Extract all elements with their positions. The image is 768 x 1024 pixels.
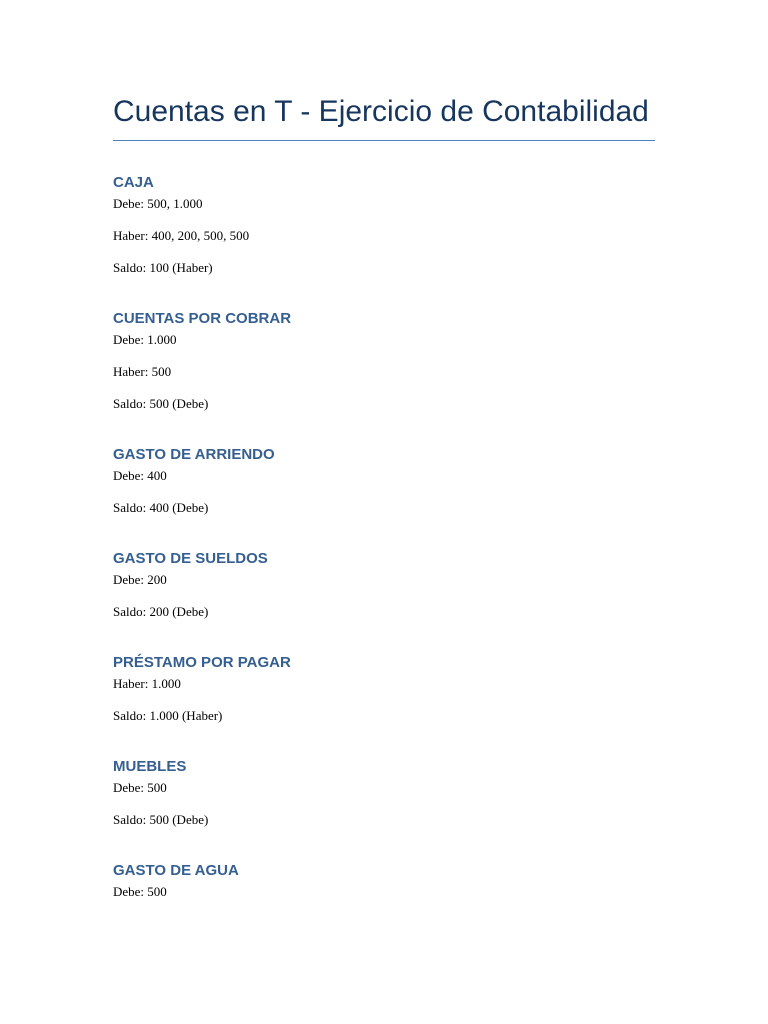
- account-entry: Haber: 500: [113, 364, 172, 379]
- account-entry: Saldo: 400 (Debe): [113, 500, 209, 515]
- account-section: [113, 444, 655, 517]
- account-entry: Debe: 1.000: [113, 332, 177, 347]
- account-section: [113, 548, 655, 621]
- account-heading: GASTO DE ARRIENDO: [113, 446, 275, 463]
- account-section: [113, 756, 655, 829]
- account-heading: GASTO DE SUELDOS: [113, 550, 268, 567]
- account-heading: CUENTAS POR COBRAR: [113, 310, 292, 327]
- document-title: Cuentas en T - Ejercicio de Contabilidad: [113, 92, 655, 141]
- account-entry: Saldo: 200 (Debe): [113, 604, 209, 619]
- accounts-list: [113, 172, 655, 901]
- account-entry: Debe: 400: [113, 468, 167, 483]
- account-heading: PRÉSTAMO POR PAGAR: [113, 654, 291, 671]
- account-entry: Saldo: 500 (Debe): [113, 396, 209, 411]
- account-entry: Debe: 500: [113, 780, 167, 795]
- account-entry: Haber: 1.000: [113, 676, 181, 691]
- account-section: [113, 308, 655, 413]
- account-section: [113, 172, 655, 277]
- account-entry: Debe: 500: [113, 884, 167, 899]
- account-heading: GASTO DE AGUA: [113, 862, 239, 879]
- account-section: [113, 860, 655, 901]
- account-entry: Saldo: 100 (Haber): [113, 260, 213, 275]
- account-heading: CAJA: [113, 174, 154, 191]
- account-entry: Saldo: 1.000 (Haber): [113, 708, 223, 723]
- document-page: [113, 92, 655, 901]
- account-entry: Saldo: 500 (Debe): [113, 812, 209, 827]
- account-section: [113, 652, 655, 725]
- account-entry: Haber: 400, 200, 500, 500: [113, 228, 250, 243]
- account-entry: Debe: 200: [113, 572, 167, 587]
- account-entry: Debe: 500, 1.000: [113, 196, 203, 211]
- account-heading: MUEBLES: [113, 758, 187, 775]
